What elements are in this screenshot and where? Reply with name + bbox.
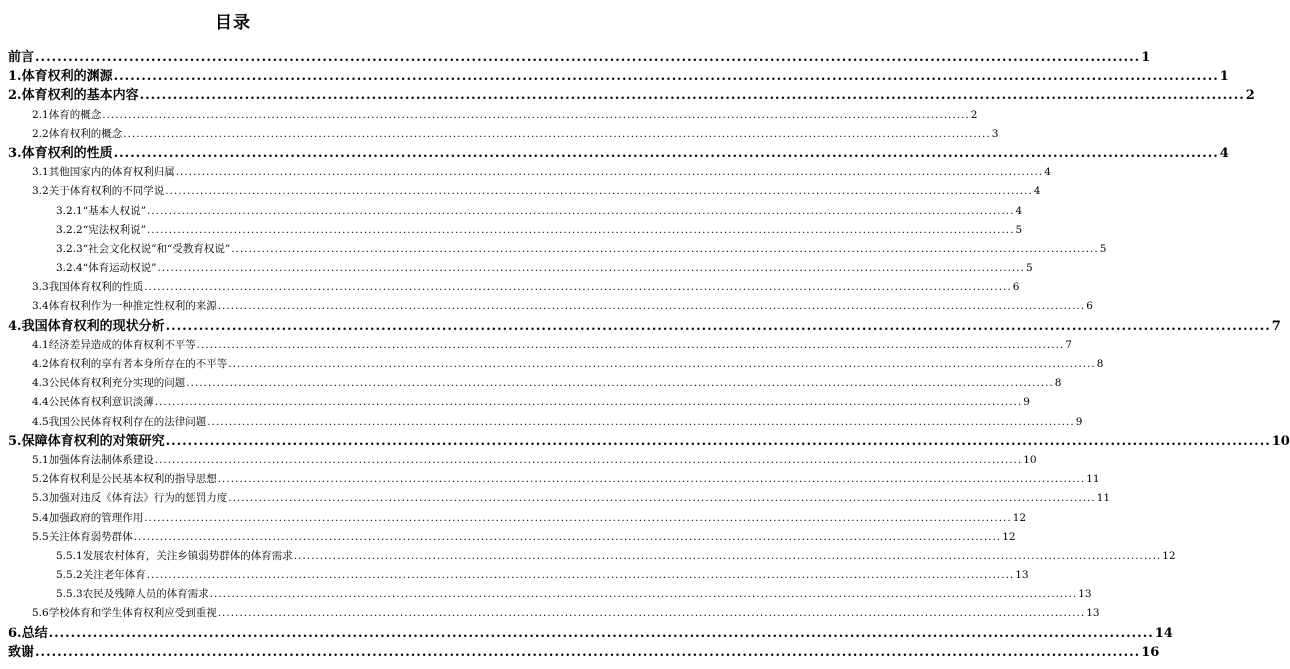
toc-entry-label: 4.2体育权利的享有者本身所存在的不平等 [32, 358, 228, 370]
toc-dot-leader: ........................................................................................................................................................................................................ [144, 281, 1012, 294]
toc-entry[interactable] [32, 182, 1041, 200]
toc-entry-label: 5.5关注体育弱势群体 [32, 530, 133, 543]
toc-dot-leader: ........................................................................................................................................................................................................ [146, 569, 1015, 582]
toc-entry-label: 致谢 [8, 644, 35, 660]
toc-entry-label: 4.3公民体育权利充分实现的问题 [32, 377, 186, 390]
toc-dot-leader: ........................................................................................................................................................................................................ [186, 377, 1054, 390]
toc-page-number: 4 [1033, 185, 1041, 198]
toc-entry-label: 3.2.4“体育运动权说” [56, 262, 157, 275]
toc-entry-label: 3.1其他国家内的体育权利归属 [32, 166, 175, 179]
toc-entry-label: 3.2.2“宪法权利说” [56, 223, 146, 236]
toc-page-number: 3 [991, 127, 999, 140]
toc-entry-label: 5.5.3农民及残障人员的体育需求 [56, 588, 209, 601]
toc-page-number: 9 [1023, 396, 1030, 409]
toc-page-number: 8 [1054, 377, 1062, 390]
toc-dot-leader: ........................................................................................................................................................................................................ [165, 318, 1271, 334]
toc-entry[interactable] [8, 67, 1229, 87]
toc-entry-label: 3.2.3“社会文化权说”和“受教育权说” [56, 242, 231, 255]
toc-entry[interactable] [32, 336, 1072, 354]
toc-dot-leader: ........................................................................................................................................................................................................ [139, 88, 1245, 104]
toc-entry[interactable] [32, 393, 1030, 411]
toc-entry-label: 2.体育权利的基本内容 [8, 88, 139, 104]
toc-page-number: 2 [1245, 88, 1255, 104]
toc-dot-leader: ........................................................................................................................................................................................................ [154, 396, 1023, 409]
toc-entry[interactable] [8, 86, 1255, 106]
toc-dot-leader: ........................................................................................................................................................................................................ [165, 433, 1271, 449]
toc-entry-label: 3.3我国体育权利的性质 [32, 281, 144, 294]
toc-entry[interactable] [8, 624, 1173, 644]
toc-page-number: 4 [1219, 145, 1229, 161]
toc-entry[interactable] [8, 432, 1290, 452]
toc-entry-label: 5.保障体育权利的对策研究 [8, 433, 165, 449]
toc-entry-label: 2.2体育权利的概念 [32, 127, 123, 140]
toc-title: 目录 [215, 13, 251, 33]
toc-page-number: 1 [1141, 50, 1151, 65]
toc-page-number: 4 [1044, 166, 1051, 179]
toc-dot-leader: ........................................................................................................................................................................................................ [154, 453, 1023, 466]
toc-dot-leader: ........................................................................................................................................................................................................ [113, 69, 1219, 85]
toc-page-number: 13 [1086, 607, 1100, 620]
toc-entry-label: 3.2.1“基本人权说” [56, 204, 146, 217]
toc-entry[interactable] [32, 163, 1051, 181]
toc-page-number: 13 [1078, 588, 1092, 601]
toc-entry[interactable] [32, 297, 1093, 315]
toc-entry-label: 6.总结 [8, 625, 48, 641]
toc-page-number: 5 [1099, 242, 1107, 255]
toc-dot-leader: ........................................................................................................................................................................................................ [209, 588, 1078, 601]
toc-entry-label: 前言 [8, 50, 35, 65]
toc-entry-label: 3.2关于体育权利的不同学说 [32, 185, 165, 198]
toc-page-number: 8 [1096, 358, 1104, 370]
toc-entry-label: 5.5.1发展农村体育，关注乡镇弱势群体的体育需求 [56, 549, 293, 562]
toc-page-number: 7 [1271, 318, 1281, 334]
toc-page-number: 6 [1012, 281, 1020, 294]
toc-page-number: 13 [1015, 569, 1029, 582]
toc-entry[interactable] [32, 125, 999, 143]
toc-entry[interactable] [56, 240, 1107, 258]
toc-page-number: 16 [1141, 644, 1160, 660]
toc-page-number: 5 [1015, 223, 1023, 236]
toc-entry-label: 5.6学校体育和学生体育权利应受到重视 [32, 607, 217, 620]
toc-entry[interactable] [8, 48, 1151, 68]
toc-dot-leader: ........................................................................................................................................................................................................ [35, 644, 1141, 660]
toc-entry-label: 4.1经济差异造成的体育权利不平等 [32, 338, 196, 351]
toc-entry[interactable] [56, 259, 1033, 277]
toc-entry[interactable] [32, 489, 1111, 507]
toc-entry[interactable] [32, 528, 1016, 546]
toc-entry-label: 5.3加强对违反《体育法》行为的惩罚力度 [32, 492, 228, 505]
toc-entry[interactable] [56, 566, 1029, 584]
toc-entry-label: 4.我国体育权利的现状分析 [8, 318, 165, 334]
toc-page-number: 12 [1012, 511, 1027, 524]
toc-page-number: 10 [1023, 453, 1037, 466]
toc-dot-leader: ........................................................................................................................................................................................................ [133, 530, 1002, 543]
toc-entry[interactable] [32, 470, 1100, 488]
toc-dot-leader: ........................................................................................................................................................................................................ [102, 108, 970, 121]
toc-page-number: 5 [1025, 262, 1033, 275]
toc-entry[interactable] [32, 451, 1037, 469]
toc-entry-label: 1.体育权利的渊源 [8, 69, 113, 85]
toc-entry[interactable] [32, 374, 1062, 392]
toc-entry[interactable] [32, 413, 1083, 431]
toc-page-number: 2 [970, 108, 978, 121]
toc-page-number: 11 [1086, 473, 1100, 486]
toc-page-number: 6 [1086, 300, 1093, 313]
toc-entry-label: 5.5.2关注老年体育 [56, 569, 146, 582]
toc-entry[interactable] [56, 221, 1023, 239]
toc-dot-leader: ........................................................................................................................................................................................................ [48, 625, 1154, 641]
toc-entry[interactable] [32, 604, 1100, 622]
toc-entry[interactable] [32, 509, 1027, 527]
toc-dot-leader: ........................................................................................................................................................................................................ [231, 242, 1099, 255]
toc-entry-label: 5.4加强政府的管理作用 [32, 511, 144, 524]
toc-dot-leader: ........................................................................................................................................................................................................ [146, 223, 1015, 236]
toc-entry[interactable] [56, 547, 1176, 565]
toc-dot-leader: ........................................................................................................................................................................................................ [217, 473, 1086, 486]
toc-page-number: 12 [1162, 549, 1176, 562]
toc-page-number: 11 [1096, 492, 1111, 505]
toc-entry-label: 5.1加强体育法制体系建设 [32, 453, 154, 466]
toc-dot-leader: ........................................................................................................................................................................................................ [217, 300, 1086, 313]
toc-entry[interactable] [8, 144, 1229, 164]
toc-entry[interactable] [56, 202, 1023, 220]
toc-dot-leader: ........................................................................................................................................................................................................ [228, 492, 1096, 505]
toc-entry-label: 3.4体育权利作为一种推定性权利的来源 [32, 300, 217, 313]
toc-dot-leader: ........................................................................................................................................................................................................ [123, 127, 991, 140]
toc-dot-leader: ........................................................................................................................................................................................................ [165, 185, 1033, 198]
toc-entry[interactable] [32, 106, 978, 124]
toc-page-number: 4 [1015, 204, 1023, 217]
toc-page-number: 1 [1219, 69, 1229, 85]
toc-entry-label: 5.2体育权利是公民基本权利的指导思想 [32, 473, 217, 486]
toc-entry-label: 2.1体育的概念 [32, 108, 102, 121]
toc-dot-leader: ........................................................................................................................................................................................................ [196, 338, 1065, 351]
toc-entry[interactable] [32, 278, 1020, 296]
toc-page-number: 7 [1065, 338, 1072, 351]
toc-entry[interactable] [56, 585, 1092, 603]
toc-dot-leader: ........................................................................................................................................................................................................ [113, 145, 1219, 161]
toc-dot-leader: ........................................................................................................................................................................................................ [217, 607, 1086, 620]
toc-page-number: 10 [1271, 433, 1290, 449]
toc-entry[interactable] [8, 643, 1160, 663]
toc-dot-leader: ........................................................................................................................................................................................................ [175, 166, 1044, 179]
toc-entry-label: 4.5我国公民体育权利存在的法律问题 [32, 415, 207, 428]
toc-dot-leader: ........................................................................................................................................................................................................ [293, 549, 1162, 562]
toc-dot-leader: ........................................................................................................................................................................................................ [228, 358, 1096, 370]
toc-dot-leader: ........................................................................................................................................................................................................ [35, 50, 1141, 65]
toc-dot-leader: ........................................................................................................................................................................................................ [207, 415, 1075, 428]
toc-dot-leader: ........................................................................................................................................................................................................ [146, 204, 1015, 217]
toc-page-number: 12 [1002, 530, 1016, 543]
toc-entry[interactable] [8, 317, 1281, 337]
toc-page-number: 9 [1075, 415, 1083, 428]
toc-page-number: 14 [1154, 625, 1173, 641]
toc-entry-label: 4.4公民体育权利意识淡薄 [32, 396, 154, 409]
toc-dot-leader: ........................................................................................................................................................................................................ [144, 511, 1012, 524]
toc-entry-label: 3.体育权利的性质 [8, 145, 113, 161]
toc-dot-leader: ........................................................................................................................................................................................................ [157, 262, 1025, 275]
toc-entry[interactable] [32, 355, 1104, 373]
